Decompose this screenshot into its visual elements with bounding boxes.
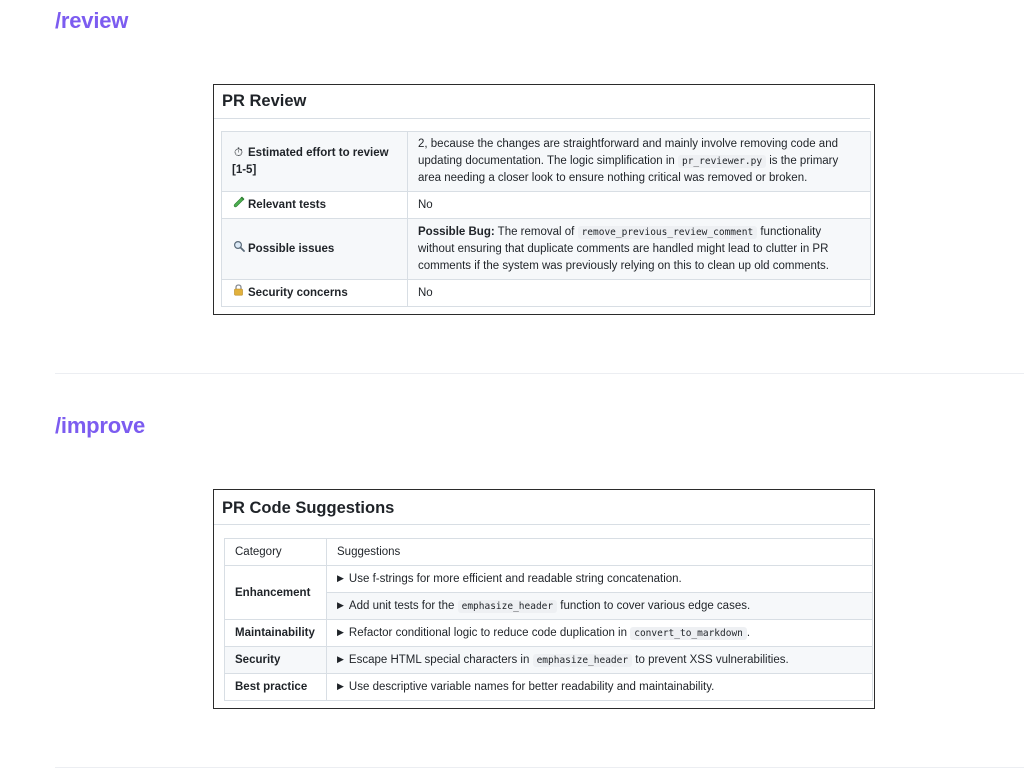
- lock-icon: [232, 284, 245, 302]
- security-label: Security concerns: [248, 287, 348, 299]
- table-row: [222, 192, 871, 219]
- suggestion-text: Refactor conditional logic to reduce code duplication in: [348, 627, 631, 639]
- section-divider: [55, 767, 1024, 768]
- suggestion-text-end: function to cover various edge cases.: [557, 600, 751, 612]
- expand-triangle-icon[interactable]: ▶: [337, 600, 344, 610]
- issues-label: Possible issues: [248, 243, 335, 255]
- pr-review-table: [221, 131, 871, 307]
- pr-review-title: PR Review: [214, 85, 870, 119]
- pr-code-suggestions-card: [213, 489, 875, 709]
- issues-value-cell: [408, 219, 871, 280]
- category-cell: Best practice: [225, 674, 327, 701]
- suggestion-item[interactable]: [327, 647, 873, 674]
- issues-label-cell: [222, 219, 408, 280]
- inline-code: convert_to_markdown: [630, 627, 747, 640]
- expand-triangle-icon[interactable]: ▶: [337, 627, 344, 637]
- table-row: [222, 280, 871, 307]
- suggestion-item[interactable]: [327, 566, 873, 593]
- suggestion-item[interactable]: [327, 620, 873, 647]
- suggestions-table: [224, 538, 873, 701]
- table-row: [225, 620, 873, 647]
- possible-bug-label: Possible Bug:: [418, 225, 495, 238]
- magnifier-icon: [232, 240, 245, 258]
- expand-triangle-icon[interactable]: ▶: [337, 573, 344, 583]
- effort-value-text: 2, because the changes are straightforward and mainly involve removing code and updating documentation. The logic simplification in: [418, 138, 838, 167]
- suggestion-text: Escape HTML special characters in: [348, 654, 533, 666]
- inline-code: emphasize_header: [458, 600, 558, 613]
- table-row: [222, 132, 871, 192]
- effort-label: Estimated effort to review [1-5]: [232, 146, 389, 176]
- expand-triangle-icon[interactable]: ▶: [337, 654, 344, 664]
- security-value: No: [408, 280, 871, 307]
- tests-value: No: [408, 192, 871, 219]
- issues-value-text: The removal of: [494, 225, 578, 238]
- section-divider: [55, 373, 1024, 374]
- category-cell: Maintainability: [225, 620, 327, 647]
- category-header: Category: [225, 539, 327, 566]
- expand-triangle-icon[interactable]: ▶: [337, 681, 344, 691]
- effort-label-cell: [222, 132, 408, 192]
- suggestions-header: Suggestions: [327, 539, 873, 566]
- effort-value-text-end: is the primary area needing a closer look to ensure nothing critical was removed or broken.: [418, 155, 839, 184]
- pr-code-suggestions-title: PR Code Suggestions: [214, 490, 870, 525]
- inline-code: emphasize_header: [533, 654, 633, 667]
- suggestion-text-end: .: [746, 627, 751, 639]
- category-cell: Enhancement: [225, 566, 327, 620]
- inline-code: remove_previous_review_comment: [578, 226, 758, 239]
- table-row: [225, 674, 873, 701]
- table-row: [222, 219, 871, 280]
- suggestion-text: Use f-strings for more efficient and readable string concatenation.: [348, 573, 682, 585]
- suggestion-text: Use descriptive variable names for better readability and maintainability.: [348, 681, 715, 693]
- stopwatch-icon: ⏱: [234, 146, 243, 159]
- tests-label: Relevant tests: [248, 199, 326, 211]
- security-label-cell: [222, 280, 408, 307]
- inline-code: pr_reviewer.py: [678, 155, 766, 168]
- improve-heading: /improve: [55, 413, 146, 438]
- suggestion-text-end: to prevent XSS vulnerabilities.: [632, 654, 789, 666]
- issues-value-text-end: functionality without ensuring that duplicate comments are handled might lead to clutter in PR comments if the system was previously relying on this to clean up old comments.: [418, 225, 829, 272]
- table-row: [225, 647, 873, 674]
- review-heading: /review: [55, 8, 129, 33]
- test-tube-icon: [232, 196, 245, 214]
- effort-value-cell: [408, 132, 871, 192]
- suggestion-text: Add unit tests for the: [348, 600, 458, 612]
- tests-label-cell: [222, 192, 408, 219]
- category-cell: Security: [225, 647, 327, 674]
- table-header-row: [225, 539, 873, 566]
- table-row: [225, 566, 873, 593]
- suggestion-item[interactable]: [327, 593, 873, 620]
- suggestion-item[interactable]: [327, 674, 873, 701]
- pr-review-card: [213, 84, 875, 315]
